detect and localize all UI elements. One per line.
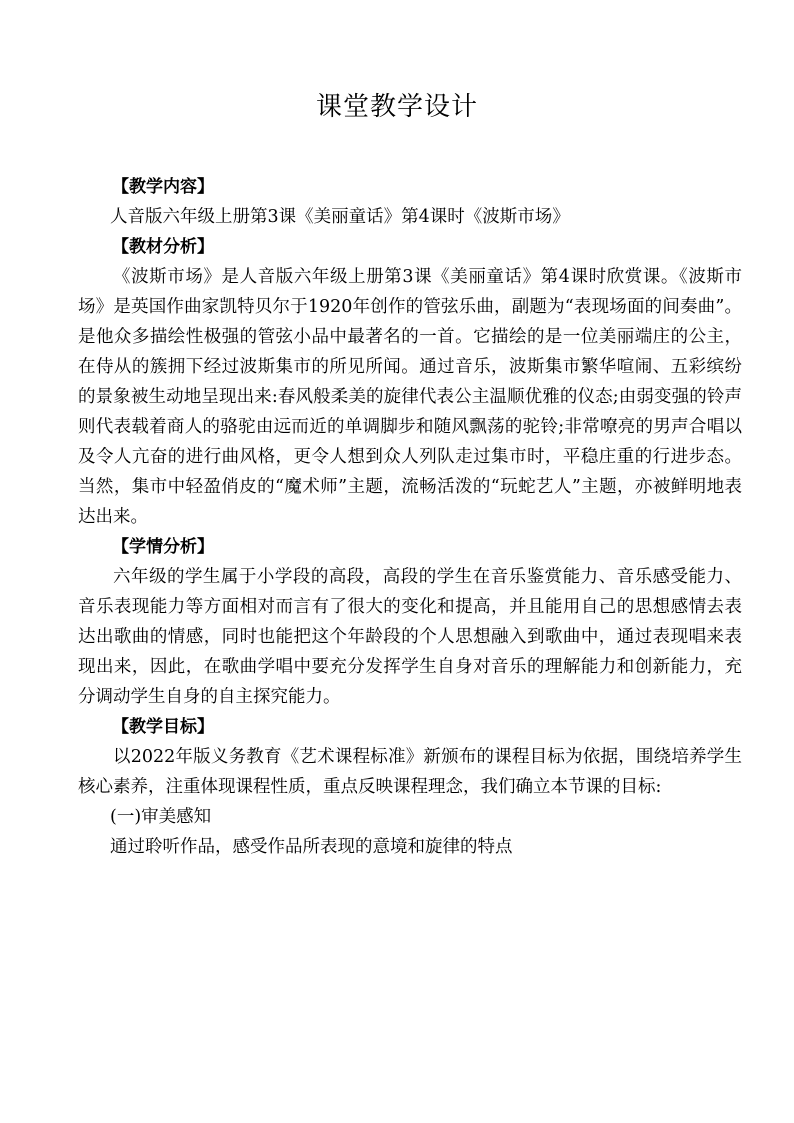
section-heading-teaching-content: 【教学内容】 [112,177,214,197]
section-heading-teaching-goals: 【教学目标】 [112,717,214,737]
section-heading-student-analysis: 【学情分析】 [112,537,214,557]
teaching-content-text: 人音版六年级上册第3课《美丽童话》第4课时《波斯市场》 [110,207,570,227]
section-heading-material-analysis: 【教材分析】 [112,237,214,257]
material-analysis-paragraph: 《波斯市场》是人音版六年级上册第3课《美丽童话》第4课时欣赏课。《波斯市场》是英国作曲家凯特贝尔于1920年创作的管弦乐曲，副题为“表现场面的间奏曲”。是他众多描绘性极强的管弦小品中最著名的一首。它描绘的是一位美丽端庄的公主，在侍从的簇拥下经过波斯集市的所见所闻。通过音乐，波斯集市繁华喧闹、五彩缤纷的景象被生动地呈现出来:春风般柔美的旋律代表公主温顺优雅的仪态;由弱变强的铃声则代表载着商人的骆驼由远而近的单调脚步和随风飘荡的驼铃;非常嘹亮的男声合唱以及令人亢奋的进行曲风格，更令人想到众人列队走过集市时，平稳庄重的行进步态。当然，集市中轻盈俏皮的“魔术师”主题，流畅活泼的“玩蛇艺人”主题，亦被鲜明地表达出来。 [78,267,742,527]
teaching-goals-paragraph: 以2022年版义务教育《艺术课程标准》新颁布的课程目标为依据，围绕培养学生核心素养，注重体现课程性质，重点反映课程理念，我们确立本节课的目标: [78,747,742,797]
page-title: 课堂教学设计 [315,92,478,122]
student-analysis-paragraph: 六年级的学生属于小学段的高段，高段的学生在音乐鉴赏能力、音乐感受能力、音乐表现能力等方面相对而言有了很大的变化和提高，并且能用自己的思想感情去表达出歌曲的情感，同时也能把这个年龄段的个人思想融入到歌曲中，通过表现唱来表现出来，因此，在歌曲学唱中要充分发挥学生自身对音乐的理解能力和创新能力，充分调动学生自身的自主探究能力。 [78,567,742,707]
goal-subheading-aesthetic: (一)审美感知 [110,807,212,827]
goal-aesthetic-text: 通过聆听作品，感受作品所表现的意境和旋律的特点 [110,837,513,857]
document-body [78,172,742,862]
